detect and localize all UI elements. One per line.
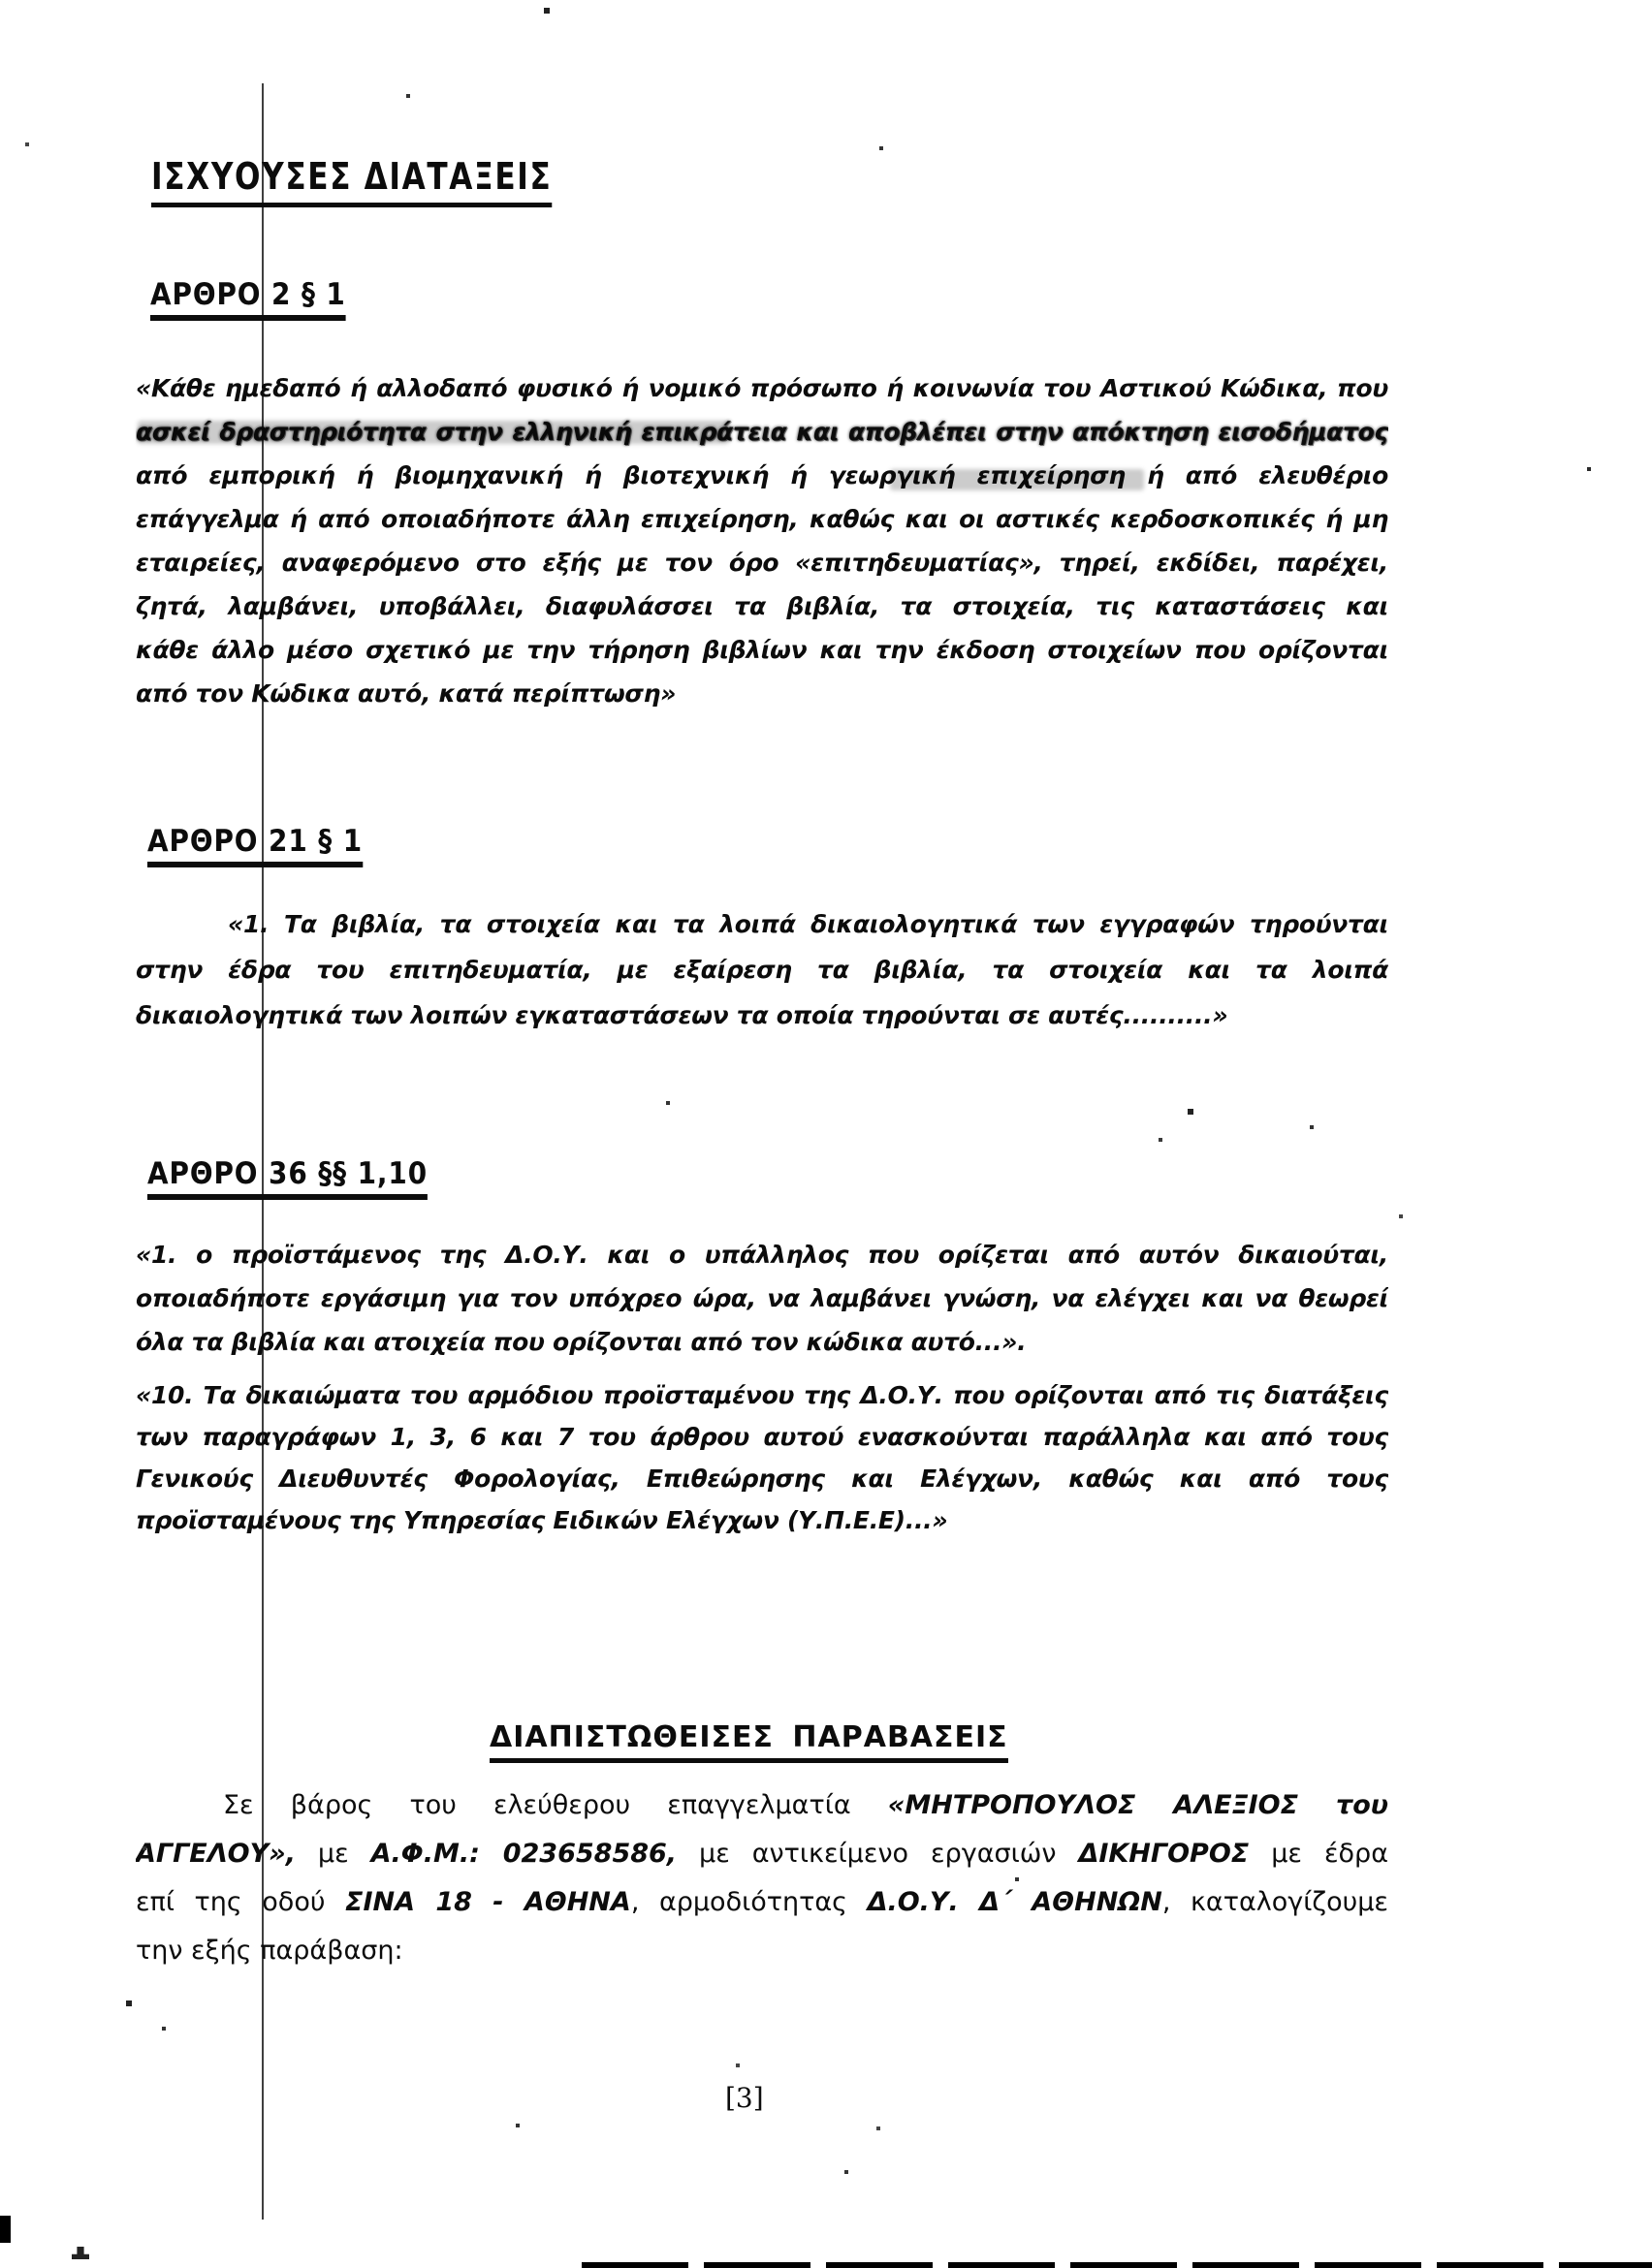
page-title: ΙΣΧΥΟΥΣΕΣ ΔΙΑΤΑΞΕΙΣ xyxy=(151,155,552,207)
paragraph-violations xyxy=(136,1781,1388,1975)
text-line: επάγγελμα ή από οποιαδήποτε άλλη επιχείρηση, καθώς και οι αστικές κερδοσκοπικές ή μη xyxy=(136,505,1388,533)
text-line: οποιαδήποτε εργάσιμη για τον υπόχρεο ώρα, να λαμβάνει γνώση, να ελέγχει και να θεωρεί xyxy=(136,1284,1388,1312)
scan-footer-mark-artifact xyxy=(72,2247,89,2259)
heading-article-36: ΑΡΘΡΟ 36 §§ 1,10 xyxy=(147,1156,428,1200)
text-line: ασκεί δραστηριότητα στην ελληνική επικράτεια και αποβλέπει στην απόκτηση εισοδήματος xyxy=(136,418,1388,446)
paragraph-article-2 xyxy=(136,366,1388,715)
page-number: [3] xyxy=(725,2082,764,2114)
text-line: «Κάθε ημεδαπό ή αλλοδαπό φυσικό ή νομικό πρόσωπο ή κοινωνία του Αστικού Κώδικα, που xyxy=(136,374,1388,402)
scan-corner-artifact xyxy=(0,2216,11,2243)
scan-noise-artifact xyxy=(0,0,2,2)
text-line: από εμπορική ή βιομηχανική ή βιοτεχνική ή γεωργική επιχείρηση ή από ελευθέριο xyxy=(136,461,1388,489)
text-line: των παραγράφων 1, 3, 6 και 7 του άρθρου αυτού ενασκούνται παράλληλα και από τους xyxy=(136,1423,1388,1451)
text-line: δικαιολογητικά των λοιπών εγκαταστάσεων τα οποία τηρούνται σε αυτές..........» xyxy=(136,1001,1228,1029)
text-line: «1. Τα βιβλία, τα στοιχεία και τα λοιπά δικαιολογητικά των εγγραφών τηρούνται xyxy=(228,910,1388,938)
text-line: από τον Κώδικα αυτό, κατά περίπτωση» xyxy=(136,679,677,708)
paragraph-article-36-par10 xyxy=(136,1374,1388,1541)
text-line: προϊσταμένους της Υπηρεσίας Ειδικών Ελέγχων (Υ.Π.Ε.Ε)...» xyxy=(136,1506,948,1534)
text-line: επί της οδού ΣΙΝΑ 18 - ΑΘΗΝΑ, αρμοδιότητας Δ.Ο.Υ. Δ΄ ΑΘΗΝΩΝ, καταλογίζουμε xyxy=(136,1887,1388,1917)
ink-smudge-artifact xyxy=(890,469,1144,490)
text-line: «1. ο προϊστάμενος της Δ.Ο.Υ. και ο υπάλληλος που ορίζεται από αυτόν δικαιούται, xyxy=(136,1241,1388,1269)
text-line: όλα τα βιβλία και ατοιχεία που ορίζονται από τον κώδικα αυτό...». xyxy=(136,1328,1027,1356)
paragraph-article-36-par1 xyxy=(136,1233,1388,1364)
text-line: «10. Τα δικαιώματα του αρμόδιου προϊσταμένου της Δ.Ο.Υ. που ορίζονται από τις διατάξεις xyxy=(136,1381,1388,1409)
text-line: ΑΓΓΕΛΟΥ», με Α.Φ.Μ.: 023658586, με αντικείμενο εργασιών ΔΙΚΗΓΟΡΟΣ με έδρα xyxy=(136,1839,1388,1869)
text-line: την εξής παράβαση: xyxy=(136,1936,403,1966)
text-line: Γενικούς Διευθυντές Φορολογίας, Επιθεώρησης και Ελέγχων, καθώς και από τους xyxy=(136,1465,1388,1493)
ink-smudge-artifact xyxy=(138,421,729,444)
heading-article-21: ΑΡΘΡΟ 21 § 1 xyxy=(147,824,363,867)
heading-violations: ΔΙΑΠΙΣΤΩΘΕΙΣΕΣ ΠΑΡΑΒΑΣΕΙΣ xyxy=(490,1720,1008,1763)
paragraph-article-21 xyxy=(136,901,1388,1038)
text-line: ζητά, λαμβάνει, υποβάλλει, διαφυλάσσει τα βιβλία, τα στοιχεία, τις καταστάσεις και xyxy=(136,592,1388,620)
scan-edge-artifact xyxy=(582,2262,1652,2268)
text-line: εταιρείες, αναφερόμενο στο εξής με τον όρο «επιτηδευματίας», τηρεί, εκδίδει, παρέχει, xyxy=(136,549,1388,577)
text-line: Σε βάρος του ελεύθερου επαγγελματία «ΜΗΤΡΟΠΟΥΛΟΣ ΑΛΕΞΙΟΣ του xyxy=(223,1790,1388,1820)
heading-article-2: ΑΡΘΡΟ 2 § 1 xyxy=(150,277,346,321)
text-line: στην έδρα του επιτηδευματία, με εξαίρεση τα βιβλία, τα στοιχεία και τα λοιπά xyxy=(136,956,1388,984)
text-line: κάθε άλλο μέσο σχετικό με την τήρηση βιβλίων και την έκδοση στοιχείων που ορίζονται xyxy=(136,636,1388,664)
